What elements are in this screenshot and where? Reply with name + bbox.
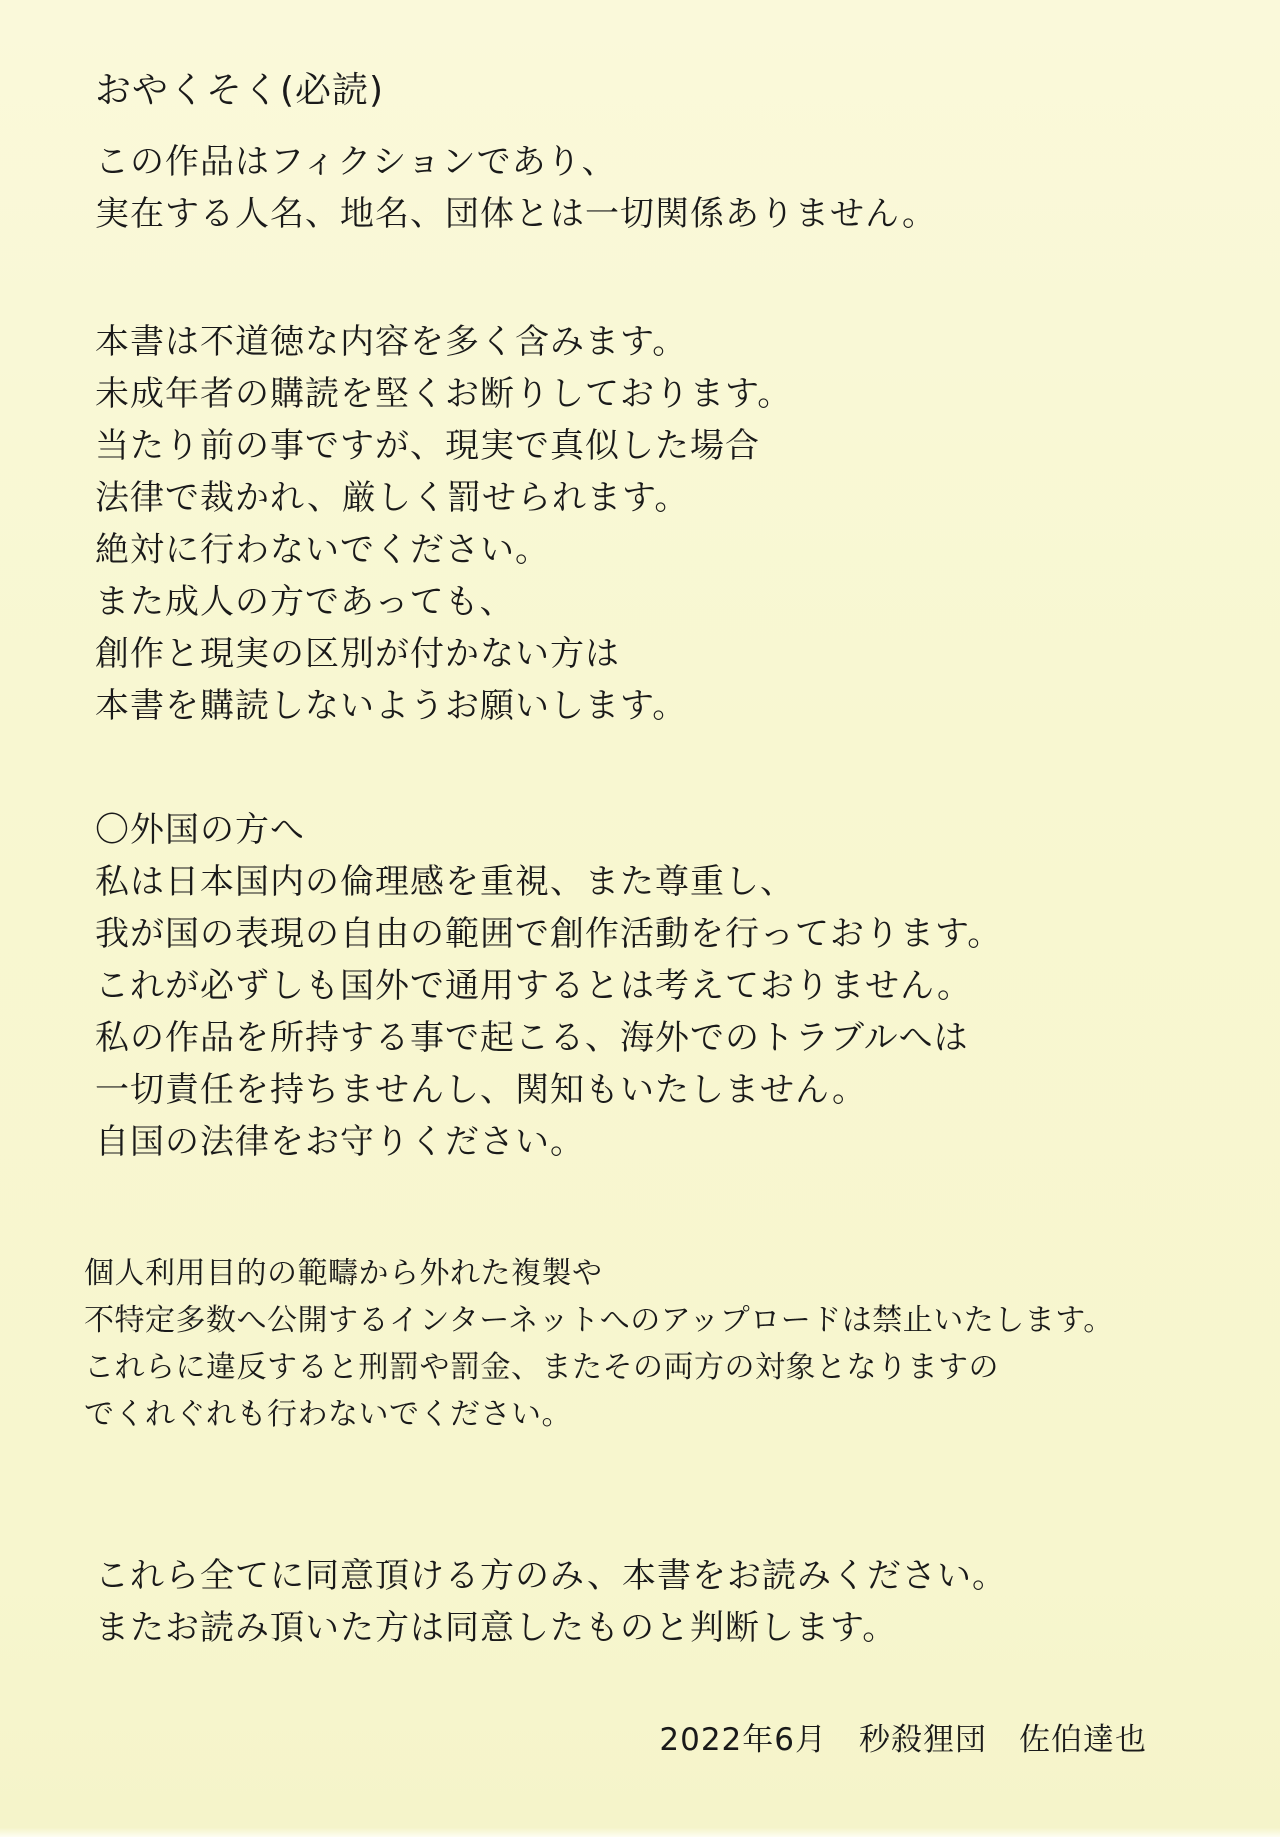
text-line: 法律で裁かれ、厳しく罰せられます。 — [95, 478, 690, 518]
text-line: 一切責任を持ちませんし、関知もいたしません。 — [95, 1070, 868, 1110]
text-line: これが必ずしも国外で通用するとは考えておりません。 — [95, 966, 973, 1006]
text-line: 自国の法律をお守りください。 — [95, 1122, 585, 1162]
paragraph-foreign-readers — [95, 804, 1002, 1168]
text-line: 未成年者の購読を堅くお断りしております。 — [95, 374, 793, 414]
text-line: 私の作品を所持する事で起こる、海外でのトラブルへは — [95, 1018, 969, 1058]
text-line: 不特定多数へ公開するインターネットへのアップロードは禁止いたします。 — [84, 1303, 1114, 1338]
text-line: 当たり前の事ですが、現実で真似した場合 — [95, 426, 760, 466]
page-title: おやくそく(必読) — [95, 70, 385, 111]
text-line: 創作と現実の区別が付かない方は — [95, 634, 620, 674]
text-line: これらに違反すると刑罰や罰金、またその両方の対象となりますの — [84, 1350, 999, 1385]
text-line: 本書は不道徳な内容を多く含みます。 — [95, 322, 688, 362]
text-line: これら全てに同意頂ける方のみ、本書をお読みください。 — [95, 1556, 1008, 1596]
text-line: 実在する人名、地名、団体とは一切関係ありません。 — [95, 194, 938, 234]
text-line: 個人利用目的の範疇から外れた複製や — [84, 1256, 603, 1291]
section-heading: 〇外国の方へ — [95, 810, 305, 850]
text-line: 我が国の表現の自由の範囲で創作活動を行っております。 — [95, 914, 1003, 954]
text-line: また成人の方であっても、 — [95, 582, 515, 622]
text-line: 私は日本国内の倫理感を重視、また尊重し、 — [95, 862, 795, 902]
paragraph-content-warning — [95, 316, 792, 732]
credit-line: 2022年6月 秒殺狸団 佐伯達也 — [659, 1722, 1147, 1758]
text-line: 絶対に行わないでください。 — [95, 530, 550, 570]
paragraph-agreement — [95, 1550, 1007, 1654]
paragraph-reproduction-prohibition — [84, 1250, 1114, 1438]
text-line: 本書を購読しないようお願いします。 — [95, 686, 688, 726]
text-line: この作品はフィクションであり、 — [95, 142, 617, 182]
text-line: またお読み頂いた方は同意したものと判断します。 — [95, 1608, 898, 1648]
paragraph-fiction-disclaimer — [95, 136, 937, 240]
text-line: でくれぐれも行わないでください。 — [84, 1397, 572, 1432]
